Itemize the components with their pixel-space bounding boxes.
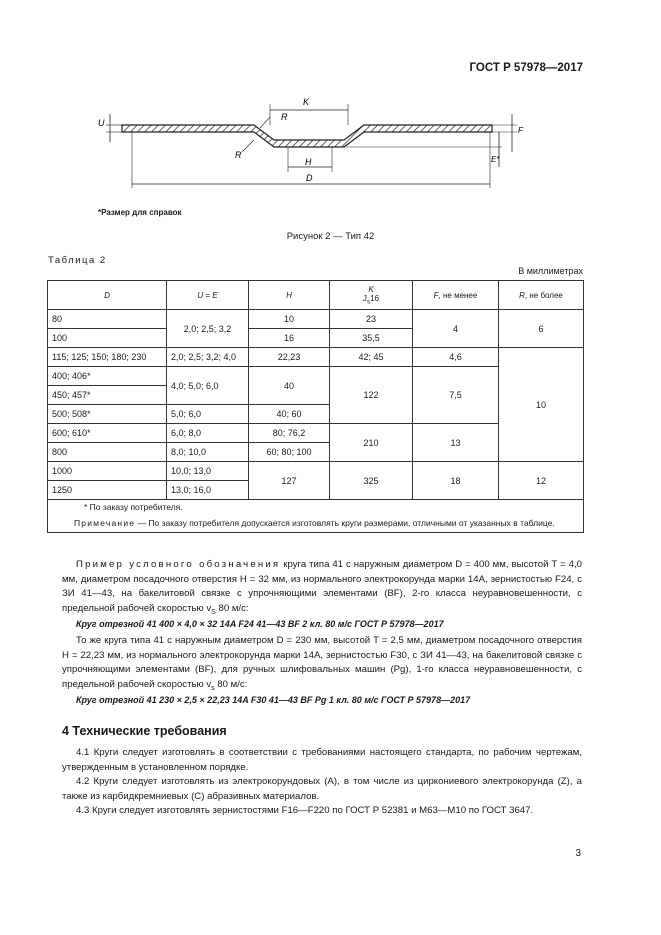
label-D: D [306, 173, 313, 183]
table-row: 450; 457* [48, 386, 584, 405]
table-row: 100 16 35,5 [48, 329, 584, 348]
dimensions-table [47, 280, 584, 533]
table-row: 1250 13,0; 16,0 [48, 481, 584, 500]
table-row: 80 2,0; 2,5; 3,2 10 23 4 6 [48, 310, 584, 329]
table-title: Таблица 2 [48, 255, 107, 266]
table-row: 400; 406* 4,0; 5,0; 6,0 40 122 7,5 [48, 367, 584, 386]
table-row: 800 8,0; 10,0 60; 80; 100 [48, 443, 584, 462]
header-K: K $J_s16$ [330, 281, 413, 310]
paragraph-4-1: 4.1 Круги следует изготовлять в соответствии с требованиями настоящего стандарта, по рабочим чертежам, утвержденным в установленном порядке. [62, 747, 582, 773]
label-R-top: R [281, 112, 288, 122]
example-code-2: Круг отрезной 41 230 × 2,5 × 22,23 14A F30 41—43 BF Pg 1 кл. 80 м/с ГОСТ Р 57978—2017 [76, 695, 471, 705]
table-row: 1000 10,0; 13,0 127 325 18 12 [48, 462, 584, 481]
wheel-profile [122, 125, 492, 147]
example-paragraph-2: То же круга типа 41 с наружным диаметром D = 230 мм, высотой T = 2,5 мм, диаметром посадочного отверстия H = 22,23 мм, из нормального электрокорунда марки 14А, зернистостью F30, с ЗИ 41—43, на бакелитовой связке с упрочняющими элементами (BF), для ручных шлифовальных машин (Pg), 1-го класса неуравновешенности, с предельной рабочей скоростью $v_s$ 80 м/с: [62, 635, 582, 692]
wheel-type42-drawing [92, 92, 532, 222]
label-H: H [305, 157, 312, 167]
label-E: E* [491, 155, 500, 164]
table-footnote-row [48, 500, 584, 533]
document-header: ГОСТ Р 57978—2017 [469, 62, 583, 74]
table-header-row [48, 281, 584, 310]
example-paragraph-1: Пример условного обозначения круга типа 41 с наружным диаметром D = 400 мм, высотой T = 4,0 мм, диаметром посадочного отверстия H = 32 мм, из нормального электрокорунда марки 14А, зернистостью F24, с ЗИ 41—43, на бакелитовой связке с упрочняющими элементами (BF), 2-го класса неуравновешенности, с предельной рабочей скоростью $v_S$ 80 м/с: [62, 559, 582, 616]
label-U: U [98, 118, 105, 128]
table-footnote: * По заказу потребителя. [84, 502, 183, 512]
paragraph-4-3: 4.3 Круги следует изготовлять зернистостями F16—F220 по ГОСТ Р 52381 и М63—М10 по ГОСТ 3647. [76, 805, 534, 816]
figure-caption: Рисунок 2 — Тип 42 [286, 231, 375, 242]
header-UE: U = E [167, 281, 249, 310]
figure-footnote: *Размер для справок [98, 208, 182, 217]
table-units: В миллиметрах [518, 266, 583, 276]
table-note: Примечание — По заказу потребителя допускается изготовлять круги размерами, отличными от указанных в таблице. [74, 518, 555, 528]
page-number: 3 [575, 848, 581, 859]
header-R: R, не более [499, 281, 584, 310]
header-D: D [48, 281, 167, 310]
header-H: H [249, 281, 330, 310]
section-heading: 4 Технические требования [62, 724, 227, 738]
header-F: F, не менее [413, 281, 499, 310]
table-row: 600; 610* 6,0; 8,0 80; 76,2 210 13 [48, 424, 584, 443]
label-R-bottom: R [235, 150, 242, 160]
table-row: 500; 508* 5,0; 6,0 40; 60 [48, 405, 584, 424]
table-row: 115; 125; 150; 180; 230 2,0; 2,5; 3,2; 4,0 22,23 42; 45 4,6 10 [48, 348, 584, 367]
label-K: K [303, 97, 310, 107]
paragraph-4-2: 4.2 Круги следует изготовлять из электрокорундовых (А), в том числе из циркониевого электрокорунда (Z), а также из карбидкремниевых (С) абразивных материалов. [62, 776, 582, 802]
label-F: F [518, 126, 523, 135]
example-code-1: Круг отрезной 41 400 × 4,0 × 32 14A F24 41—43 BF 2 кл. 80 м/с ГОСТ Р 57978—2017 [76, 619, 444, 629]
